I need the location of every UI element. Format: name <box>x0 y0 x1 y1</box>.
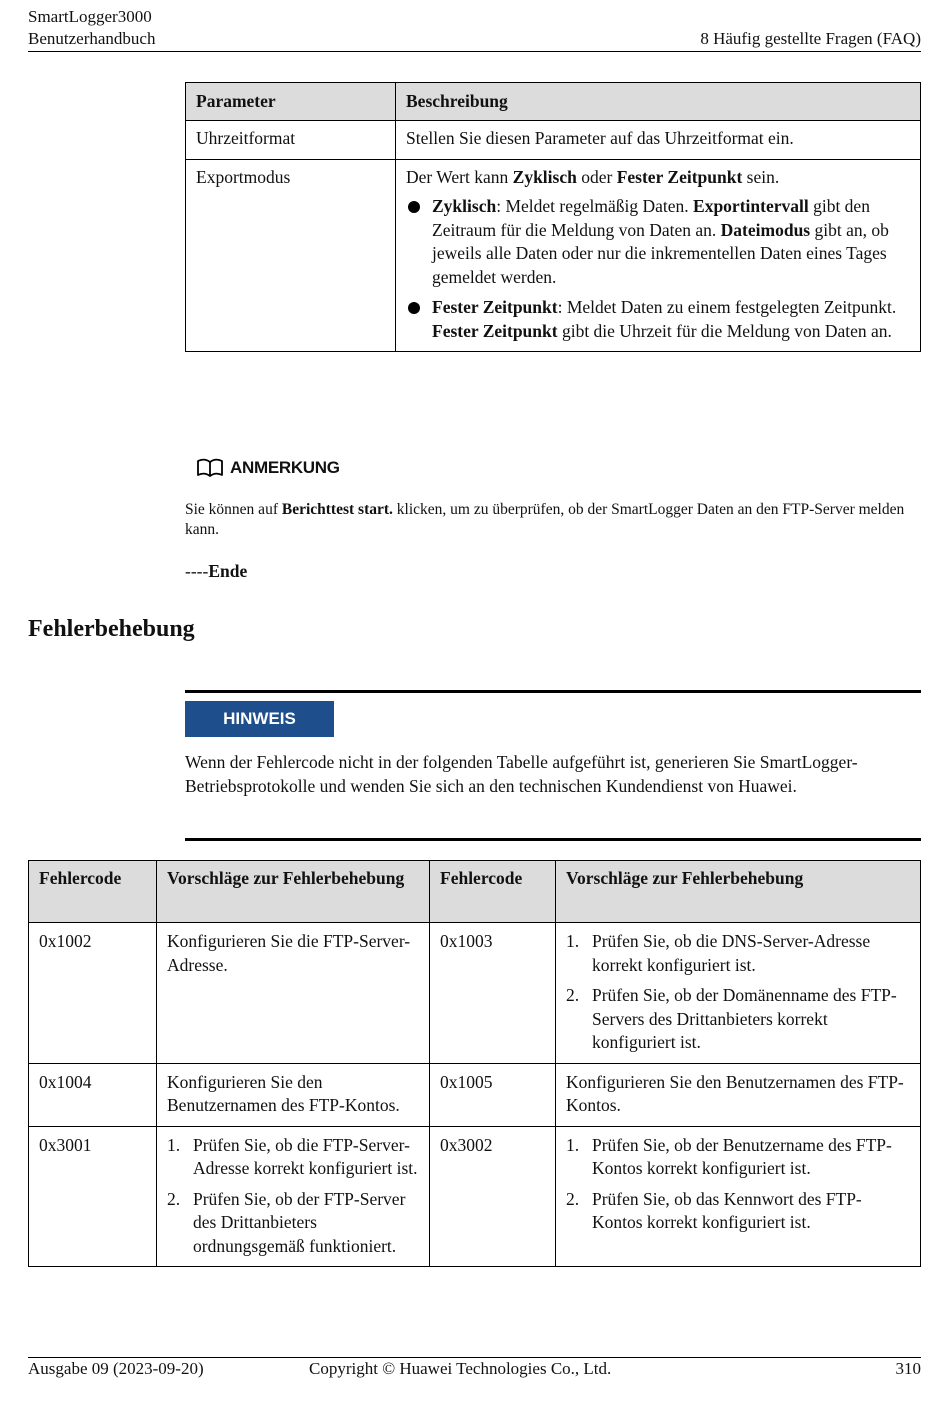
list-item <box>167 1188 419 1259</box>
bullet-list <box>406 195 910 343</box>
error-code-cell: 0x3002 <box>430 1126 556 1267</box>
bold-term: Dateimodus <box>720 219 811 240</box>
text-span: oder <box>576 166 617 187</box>
text-span: ---- <box>185 561 209 581</box>
bold-term: Fester Zeitpunkt <box>616 166 743 187</box>
list-item <box>406 296 910 343</box>
chapter-title: 8 Häufig gestellte Fragen (FAQ) <box>700 29 921 48</box>
suggestion-cell <box>157 1126 430 1267</box>
notice-badge: HINWEIS <box>185 701 334 737</box>
text-span: : Meldet Daten zu einem festgelegten Zeitpunkt. <box>557 297 897 317</box>
text-span: sein. <box>742 166 780 187</box>
notice-text: Wenn der Fehlercode nicht in der folgenden Tabelle aufgeführt ist, generieren Sie SmartLogger-Betriebsprotokolle und wenden Sie sich an den technischen Kundendienst von Huawei. <box>185 752 858 796</box>
column-header-error-code: Fehlercode <box>29 861 157 923</box>
description-cell: Stellen Sie diesen Parameter auf das Uhrzeitformat ein. <box>396 121 921 160</box>
column-header-description: Beschreibung <box>396 83 921 121</box>
description-intro <box>406 166 910 190</box>
table-row <box>29 1063 921 1126</box>
edition-info: Ausgabe 09 (2023-09-20) <box>28 1359 204 1378</box>
end-marker <box>185 561 247 582</box>
table-row <box>29 923 921 1064</box>
note-text <box>185 500 921 540</box>
notice-bottom-rule <box>185 838 921 841</box>
suggestion-cell <box>556 923 921 1064</box>
step-number: 1. <box>566 1134 580 1155</box>
copyright: Copyright © Huawei Technologies Co., Ltd. <box>309 1359 612 1378</box>
suggestion-cell: Konfigurieren Sie den Benutzernamen des FTP-Kontos. <box>556 1063 921 1126</box>
step-number: 2. <box>167 1188 181 1209</box>
bold-term: Ende <box>208 561 248 581</box>
text-span: gibt an, ob jeweils alle Daten oder nur die inkrementellen Daten eines Tages gemeldet werden. <box>432 219 889 287</box>
header-divider <box>28 51 921 52</box>
steps-list <box>167 1134 419 1259</box>
step-text: Prüfen Sie, ob das Kennwort des FTP-Kontos korrekt konfiguriert ist. <box>592 1188 862 1232</box>
product-name: SmartLogger3000 <box>28 7 152 26</box>
table-header-row <box>29 861 921 923</box>
step-number: 1. <box>566 931 580 951</box>
bold-term: Zyklisch <box>432 196 497 216</box>
error-code-cell: 0x1005 <box>430 1063 556 1126</box>
page-header-left <box>28 6 155 50</box>
step-text: Prüfen Sie, ob der Benutzername des FTP-Kontos korrekt konfiguriert ist. <box>592 1134 892 1178</box>
column-header-suggestions: Vorschläge zur Fehlerbehebung <box>556 861 921 923</box>
text-span: Sie können auf <box>185 501 282 518</box>
text-span: gibt den Zeitraum für die Meldung von Daten an. <box>432 196 870 240</box>
bold-term: Fester Zeitpunkt <box>432 297 558 317</box>
list-item <box>566 1188 910 1235</box>
parameter-cell: Uhrzeitformat <box>186 121 396 160</box>
section-title: Fehlerbehebung <box>28 616 195 642</box>
parameter-cell: Exportmodus <box>186 159 396 352</box>
error-code-table <box>28 860 921 1267</box>
bold-term: Berichttest start. <box>281 501 393 518</box>
list-item <box>566 930 910 977</box>
table-row <box>186 121 921 160</box>
list-item <box>167 1134 419 1181</box>
text-span: : Meldet regelmäßig Daten. <box>496 196 694 216</box>
step-text: Prüfen Sie, ob der FTP-Server des Drittanbieters ordnungsgemäß funktioniert. <box>193 1188 406 1256</box>
list-item <box>566 1134 910 1181</box>
step-text: Prüfen Sie, ob die DNS-Server-Adresse korrekt konfiguriert ist. <box>592 931 871 975</box>
suggestion-cell <box>556 1126 921 1267</box>
steps-list <box>566 1134 910 1235</box>
table-row <box>186 159 921 352</box>
column-header-error-code: Fehlercode <box>430 861 556 923</box>
book-icon <box>196 458 224 478</box>
note-heading <box>196 458 340 478</box>
error-code-cell: 0x1003 <box>430 923 556 1064</box>
page-number: 310 <box>895 1359 921 1378</box>
error-code-cell: 0x1004 <box>29 1063 157 1126</box>
step-text: Prüfen Sie, ob der Domänenname des FTP-Servers des Drittanbieters korrekt konfiguriert ist. <box>592 985 897 1052</box>
bold-term: Zyklisch <box>512 166 577 187</box>
column-header-suggestions: Vorschläge zur Fehlerbehebung <box>157 861 430 923</box>
table-header-row <box>186 83 921 121</box>
parameter-table <box>185 82 921 352</box>
bold-term: Fester Zeitpunkt <box>432 320 558 341</box>
column-header-parameter: Parameter <box>186 83 396 121</box>
step-text: Prüfen Sie, ob die FTP-Server-Adresse korrekt konfiguriert ist. <box>193 1134 418 1178</box>
steps-list <box>566 930 910 1055</box>
document-name: Benutzerhandbuch <box>28 29 156 48</box>
description-cell <box>396 159 921 352</box>
text-span: Der Wert kann <box>406 166 513 187</box>
bold-term: Exportintervall <box>693 196 809 216</box>
list-item <box>406 195 910 289</box>
step-number: 1. <box>167 1134 181 1155</box>
suggestion-cell: Konfigurieren Sie die FTP-Server-Adresse. <box>157 923 430 1064</box>
error-code-cell: 0x1002 <box>29 923 157 1064</box>
suggestion-cell: Konfigurieren Sie den Benutzernamen des FTP-Kontos. <box>157 1063 430 1126</box>
step-number: 2. <box>566 1188 580 1209</box>
text-span: klicken, um zu überprüfen, ob der SmartLogger Daten an den FTP-Server melden kann. <box>185 501 905 538</box>
list-item <box>566 984 910 1055</box>
notice-top-rule <box>185 690 921 693</box>
footer-divider <box>28 1357 921 1358</box>
note-label: ANMERKUNG <box>230 458 340 477</box>
step-number: 2. <box>566 985 580 1005</box>
text-span: gibt die Uhrzeit für die Meldung von Daten an. <box>557 320 892 341</box>
error-code-cell: 0x3001 <box>29 1126 157 1267</box>
table-row <box>29 1126 921 1267</box>
